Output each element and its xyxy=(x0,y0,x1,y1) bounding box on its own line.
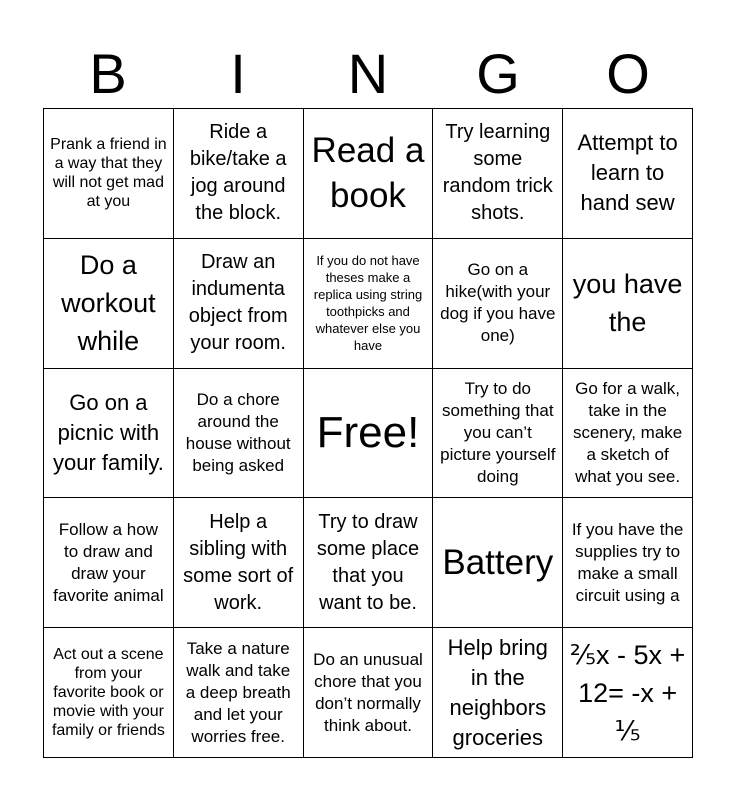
header-letter-o: O xyxy=(606,42,650,105)
cell-text: Read a book xyxy=(311,131,425,216)
bingo-cell[interactable] xyxy=(304,628,434,758)
bingo-cell[interactable] xyxy=(563,369,693,499)
bingo-cell[interactable] xyxy=(44,109,174,239)
bingo-cell[interactable] xyxy=(433,369,563,499)
cell-text: Try to do something that you can’t picture yourself doing xyxy=(440,378,556,486)
cell-text: Do a workout while xyxy=(61,250,156,357)
cell-text: If you do not have theses make a replica using string toothpicks and whatever else you have xyxy=(313,253,423,354)
cell-text: Battery xyxy=(442,543,554,583)
bingo-cell[interactable] xyxy=(174,239,304,369)
cell-text: Follow a how to draw and draw your favorite animal xyxy=(53,519,164,605)
cell-text: Help a sibling with some sort of work. xyxy=(183,510,294,614)
cell-text: Attempt to learn to hand sew xyxy=(577,130,678,216)
cell-text: Go on a hike(with your dog if you have one) xyxy=(440,260,556,346)
bingo-cell free-space[interactable] xyxy=(304,369,434,499)
cell-text: Help bring in the neighbors groceries xyxy=(447,634,548,750)
cell-text: Prank a friend in a way that they will not get mad at you xyxy=(50,136,167,211)
header-letter-n: N xyxy=(347,42,389,105)
bingo-cell[interactable] xyxy=(433,239,563,369)
cell-text: Act out a scene from your favorite book or movie with your family or friends xyxy=(51,646,165,740)
cell-text: Draw an indumenta object from your room. xyxy=(188,251,288,355)
header-letter-g: G xyxy=(476,42,520,105)
bingo-cell[interactable] xyxy=(174,369,304,499)
bingo-grid xyxy=(43,108,693,758)
cell-text: Go on a picnic with your family. xyxy=(52,389,164,475)
bingo-cell[interactable] xyxy=(563,109,693,239)
bingo-header xyxy=(43,40,693,108)
cell-text: If you have the supplies try to make a small circuit using a xyxy=(571,519,684,605)
cell-text: Do a chore around the house without being asked xyxy=(185,389,291,475)
bingo-cell[interactable] xyxy=(44,628,174,758)
bingo-cell[interactable] xyxy=(304,239,434,369)
bingo-cell[interactable] xyxy=(44,239,174,369)
bingo-cell[interactable] xyxy=(44,369,174,499)
bingo-cell[interactable] xyxy=(563,498,693,628)
header-letter-i: I xyxy=(230,42,246,105)
bingo-cell[interactable] xyxy=(563,239,693,369)
cell-text: Go for a walk, take in the scenery, make a sketch of what you see. xyxy=(572,378,683,486)
bingo-cell[interactable] xyxy=(304,109,434,239)
cell-text: Take a nature walk and take a deep breath and let your worries free. xyxy=(185,638,291,746)
bingo-cell[interactable] xyxy=(174,498,304,628)
cell-text: ⅖x - 5x + 12= -x + ⅕ xyxy=(569,639,686,746)
cell-text: you have the xyxy=(572,269,683,338)
bingo-cell[interactable] xyxy=(563,628,693,758)
free-space-text: Free! xyxy=(316,407,420,457)
bingo-cell[interactable] xyxy=(433,628,563,758)
bingo-cell[interactable] xyxy=(44,498,174,628)
header-letter-b: B xyxy=(89,42,127,105)
bingo-cell[interactable] xyxy=(433,498,563,628)
cell-text: Try to draw some place that you want to be. xyxy=(316,510,420,614)
bingo-cell[interactable] xyxy=(174,109,304,239)
cell-text: Try learning some random trick shots. xyxy=(442,121,553,225)
bingo-cell[interactable] xyxy=(433,109,563,239)
cell-text: Do an unusual chore that you don’t normally think about. xyxy=(313,649,423,735)
bingo-cell[interactable] xyxy=(174,628,304,758)
bingo-cell[interactable] xyxy=(304,498,434,628)
cell-text: Ride a bike/take a jog around the block. xyxy=(189,121,287,225)
